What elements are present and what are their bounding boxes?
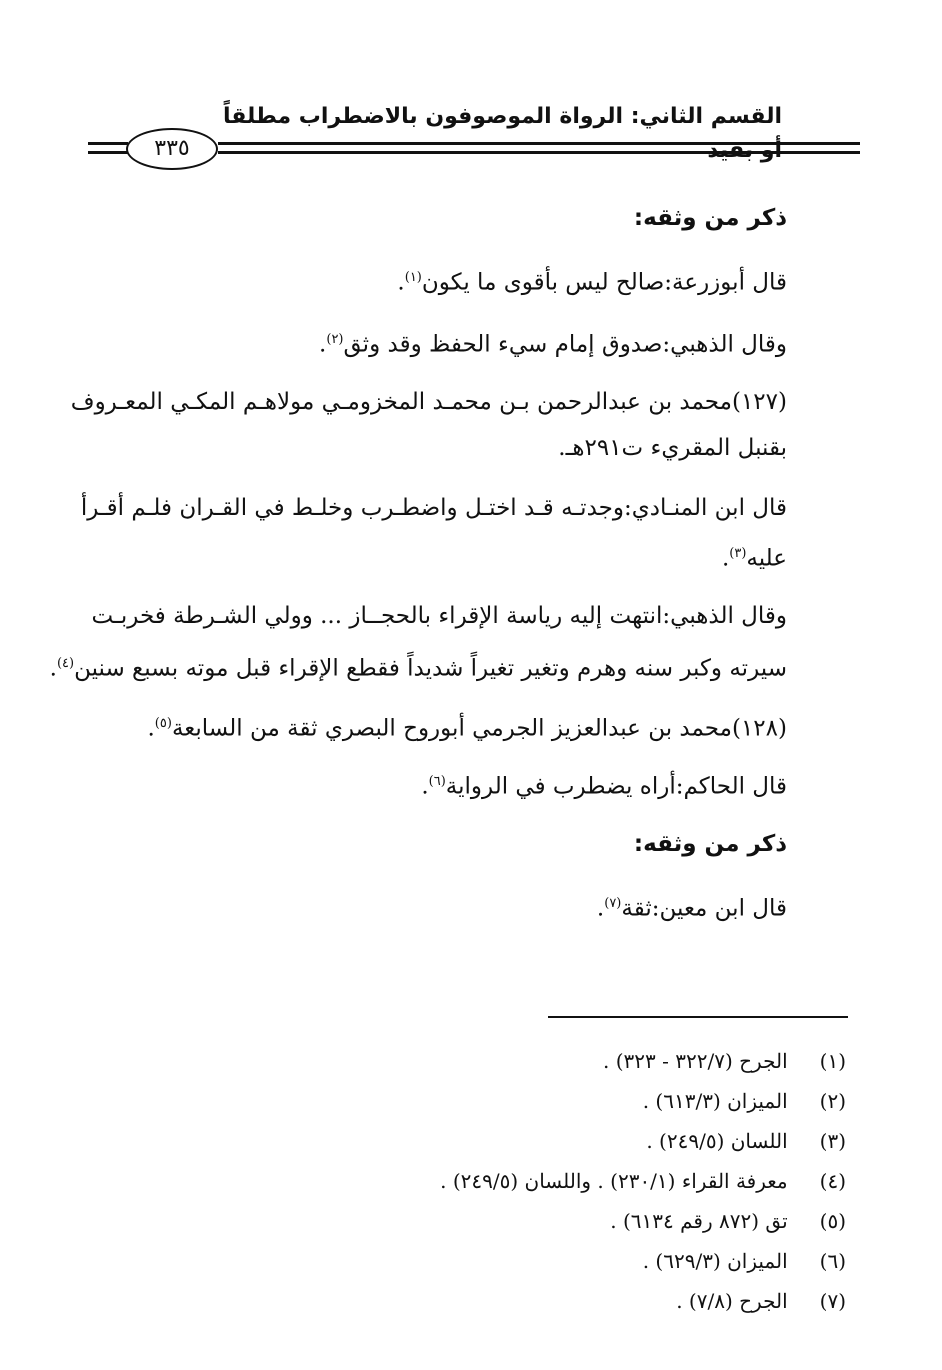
body-line-10: قال الحاكم:أراه يضطرب في الرواية$^{(٦)}$. — [421, 773, 787, 800]
body-line-0: ذكر من وثقه: — [633, 205, 787, 231]
footnote-2: (٢) الميزان (٦١٣/٣) . — [642, 1089, 846, 1113]
header-rule-left-bottom — [88, 151, 128, 154]
page-number-badge: ٣٣٥ — [126, 128, 218, 170]
footnote-7: (٧) الجرح (٧/٨) . — [676, 1289, 846, 1313]
footnote-ref: (٤) — [56, 656, 75, 671]
body-line-5: قال ابن المنـادي:وجدتـه قـد اختـل واضطـرب وخلـط في القـران فلـم أقـرأ — [80, 495, 787, 521]
body-line-1: قال أبوزرعة:صالح ليس بأقوى ما يكون$^{(١)}$. — [397, 269, 787, 296]
body-line-3: (١٢٧)محمد بن عبدالرحمن بـن محمـد المخزومـي مولاهـم المكـي المعـروف — [70, 389, 787, 415]
footnote-5: (٥) تق (٨٧٢ رقم ٦١٣٤) . — [610, 1209, 846, 1233]
body-line-4: بقنبل المقريء ت٢٩١هـ. — [558, 435, 787, 461]
body-line-6: عليه$^{(٣)}$. — [721, 545, 787, 572]
footnote-4: (٤) معرفة القراء (٢٣٠/١) . واللسان (٢٤٩/٥) . — [440, 1169, 846, 1193]
footnote-ref: (٥) — [154, 716, 172, 731]
footnote-6: (٦) الميزان (٦٢٩/٣) . — [642, 1249, 846, 1273]
footnote-ref: (١) — [404, 270, 422, 285]
body-line-11: ذكر من وثقه: — [633, 831, 787, 857]
body-line-12: قال ابن معين:ثقة$^{(٧)}$. — [596, 895, 787, 922]
body-line-7: وقال الذهبي:انتهت إليه رياسة الإقراء بالحجــاز ... وولي الشـرطة فخربـت — [91, 603, 787, 629]
footnote-ref: (٧) — [604, 896, 622, 911]
footnote-ref: (٣) — [729, 546, 747, 561]
footnote-3: (٣) اللسان (٢٤٩/٥) . — [646, 1129, 846, 1153]
footnote-separator — [548, 1016, 848, 1018]
running-header-title: القسم الثاني: الرواة الموصوفون بالاضطراب مطلقاً — [222, 104, 782, 129]
body-line-8: سيرته وكبر سنه وهرم وتغير تغيراً شديداً فقطع الإقراء قبل موته بسبع سنين$^{(٤)}$. — [49, 655, 787, 682]
footnote-ref: (٢) — [326, 332, 344, 347]
header-rule-right-top — [218, 142, 860, 145]
body-line-9: (١٢٨)محمد بن عبدالعزيز الجرمي أبوروح البصري ثقة من السابعة$^{(٥)}$. — [147, 715, 787, 742]
footnote-ref: (٦) — [428, 774, 446, 789]
header-rule-right-bottom — [218, 151, 860, 154]
header-rule-left-top — [88, 142, 128, 145]
footnote-1: (١) الجرح (٣٢٢/٧ - ٣٢٣) . — [603, 1049, 846, 1073]
body-line-2: وقال الذهبي:صدوق إمام سيء الحفظ وقد وثق$^{(٢)}$. — [319, 331, 787, 358]
